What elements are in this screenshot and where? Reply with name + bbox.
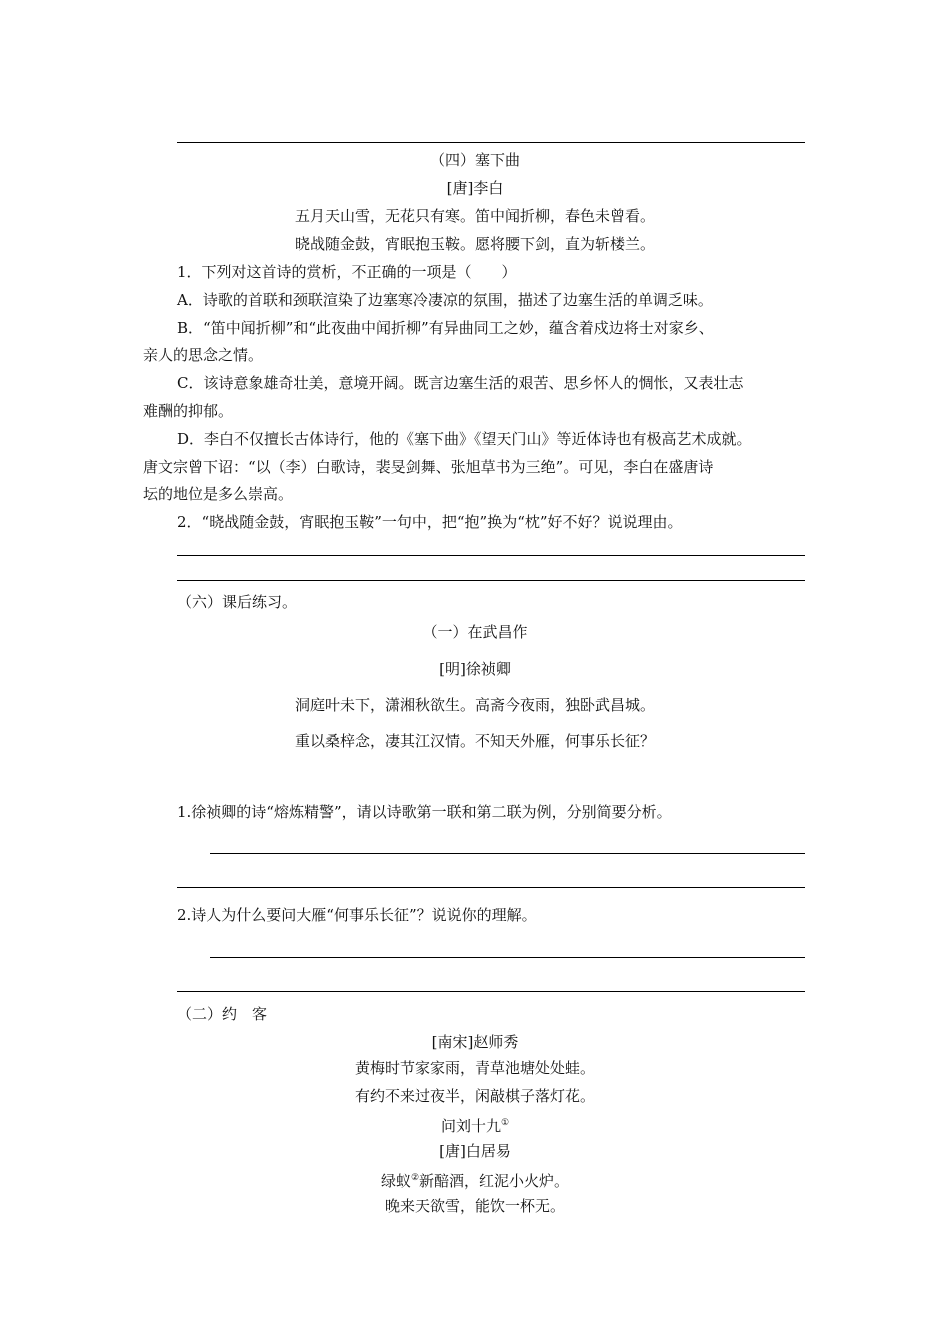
- poem-line-1: 黄梅时节家家雨，青草池塘处处蛙。: [354, 1059, 595, 1077]
- footnote-mark: ②: [410, 1173, 420, 1183]
- poem-line-text: 绿蚁: [380, 1172, 411, 1190]
- answer-line[interactable]: [210, 957, 805, 958]
- poem-author-xu: [明]徐祯卿: [439, 660, 511, 678]
- option-d-line1: D．李白不仅擅长古体诗行，他的《塞下曲》《望天门山》等近体诗也有极高艺术成就。: [177, 430, 752, 448]
- option-b-line1: B．“笛中闻折柳”和“此夜曲中闻折柳”有异曲同工之妙，蕴含着戍边将士对家乡、: [177, 319, 714, 337]
- poem-line-2: 晚来天欲雪，能饮一杯无。: [384, 1197, 565, 1215]
- poem-author-libai: [唐]李白: [446, 179, 504, 197]
- answer-line[interactable]: [177, 991, 805, 992]
- poem-title-liu19: [0, 1113, 950, 1136]
- poem-title-yueke: （二）约 客: [177, 1005, 268, 1023]
- poem-line-text: 新醅酒，红泥小火炉。: [419, 1172, 570, 1190]
- answer-line[interactable]: [177, 580, 805, 581]
- option-a: A．诗歌的首联和颈联渲染了边塞寒冷凄凉的氛围，描述了边塞生活的单调乏味。: [177, 291, 713, 309]
- question-2: 2．“晓战随金鼓，宵眠抱玉鞍”一句中，把“抱”换为“枕”好不好？说说理由。: [177, 513, 683, 531]
- poem-line-1: 五月天山雪，无花只有寒。笛中闻折柳，春色未曾看。: [294, 207, 655, 225]
- poem-line-2: 晓战随金鼓，宵眠抱玉鞍。愿将腰下剑，直为斩楼兰。: [294, 235, 655, 253]
- answer-line[interactable]: [177, 887, 805, 888]
- top-rule: [177, 142, 805, 143]
- option-c-line2: 难酬的抑郁。: [143, 402, 234, 420]
- footnote-mark: ①: [500, 1118, 510, 1128]
- option-d-line2: 唐文宗曾下诏：“以（李）白歌诗，裴旻剑舞、张旭草书为三绝”。可见，李白在盛唐诗: [143, 458, 714, 476]
- poem-line-2: 重以桑梓念，凄其江汉情。不知天外雁，何事乐长征？: [294, 732, 655, 750]
- poem-author-bai: [唐]白居易: [439, 1142, 511, 1160]
- poem-author-zhao: [南宋]赵师秀: [431, 1033, 519, 1051]
- section-heading-practice: （六）课后练习。: [177, 593, 298, 611]
- answer-line[interactable]: [210, 853, 805, 854]
- poem-title-text: 问刘十九: [440, 1117, 501, 1135]
- question-2: 2.诗人为什么要问大雁“何事乐长征”？说说你的理解。: [177, 906, 537, 924]
- poem-line-2: 有约不来过夜半，闲敲棋子落灯花。: [354, 1087, 595, 1105]
- question-1: 1．下列对这首诗的赏析，不正确的一项是（ ）: [177, 263, 517, 281]
- option-c-line1: C．该诗意象雄奇壮美，意境开阔。既言边塞生活的艰苦、思乡怀人的惆怅，又表壮志: [177, 374, 744, 392]
- option-b-line2: 亲人的思念之情。: [143, 346, 264, 364]
- poem-line-1: [0, 1168, 950, 1191]
- answer-line[interactable]: [177, 555, 805, 556]
- option-d-line3: 坛的地位是多么崇高。: [143, 485, 294, 503]
- poem-title-wuchang: （一）在武昌作: [422, 623, 528, 641]
- question-1: 1.徐祯卿的诗“熔炼精警”，请以诗歌第一联和第二联为例，分别简要分析。: [177, 803, 672, 821]
- poem-title-saixiaqu: （四）塞下曲: [429, 151, 520, 169]
- poem-line-1: 洞庭叶未下，潇湘秋欲生。高斋今夜雨，独卧武昌城。: [294, 696, 655, 714]
